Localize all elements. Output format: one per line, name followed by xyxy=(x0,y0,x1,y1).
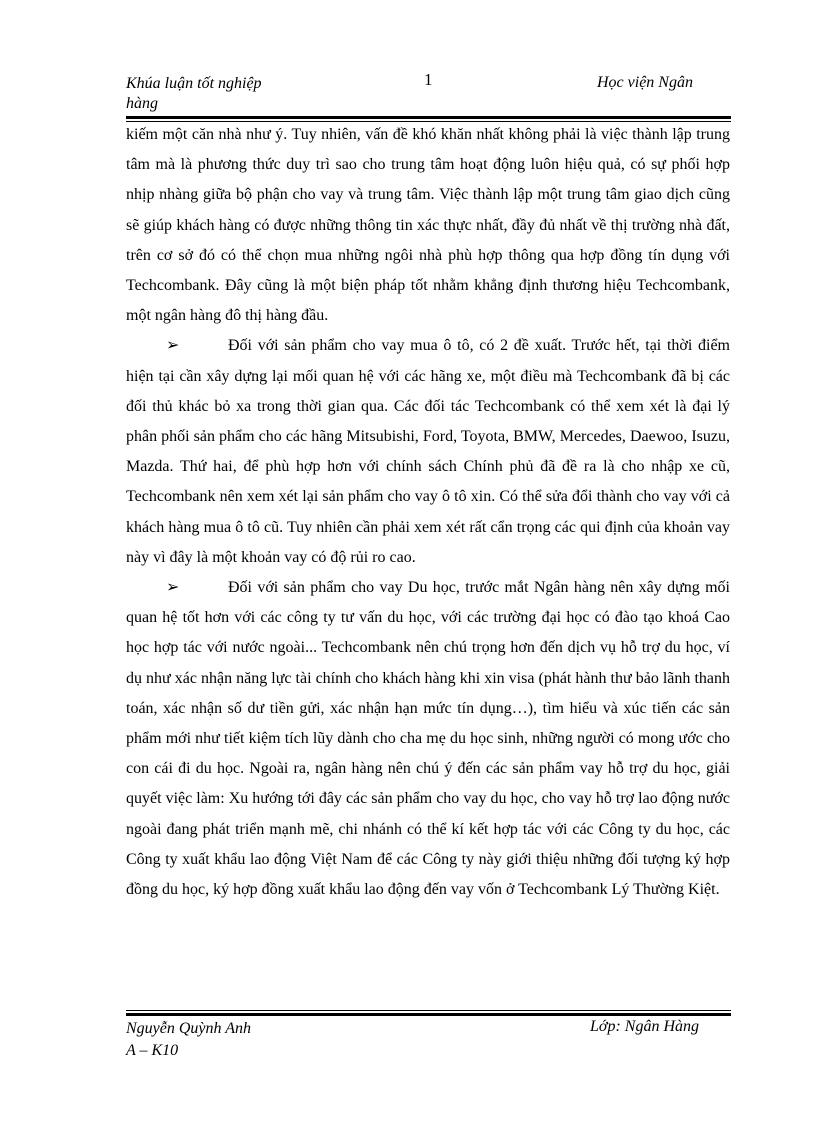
arrow-bullet-icon: ➢ xyxy=(166,579,180,597)
paragraph-car-loans-text: Đối với sản phẩm cho vay mua ô tô, có 2 đề xuất. Trước hết, tại thời điểm hiện tại cần xây dựng lại mối quan hệ với các hãng xe, một điều mà Techcombank đã bị các đối thủ khác bỏ xa trong thời gian qua. Các đối tác Techcombank có thể xem xét là đại lý phân phối sản phẩm cho các hãng Mitsubishi, Ford, Toyota, BMW, Mercedes, Daewoo, Isuzu, Mazda. Thứ hai, để phù hợp hơn với chính sách Chính phủ đã đề ra là cho nhập xe cũ, Techcombank nên xem xét lại sản phẩm cho vay ô tô xin. Có thể sửa đổi thành cho vay với cả khách hàng mua ô tô cũ. Tuy nhiên cần phải xem xét rất cẩn trọng các qui định của khoản vay này vì đây là một khoản vay có độ rủi ro cao. xyxy=(126,337,730,566)
paragraph-car-loans xyxy=(126,331,730,573)
arrow-bullet-icon: ➢ xyxy=(166,337,180,355)
page-number: 1 xyxy=(424,70,433,89)
footer-rule xyxy=(126,1010,731,1016)
paragraph-study-abroad-loans xyxy=(126,573,730,905)
paragraph-study-abroad-text: Đối với sản phẩm cho vay Du học, trước mắt Ngân hàng nên xây dựng mối quan hệ tốt hơn với các công ty tư vấn du học, với các trường đại học có đào tạo khoá Cao học hợp tác với nước ngoài... Techcombank nên chú trọng hơn đến dịch vụ hỗ trợ du học, ví dụ như xác nhận năng lực tài chính cho khách hàng khi xin visa (phát hành thư bảo lãnh thanh toán, xác nhận số dư tiền gửi, xác nhận hạn mức tín dụng…), tìm hiểu và xúc tiến các sản phẩm mới như tiết kiệm tích lũy dành cho cha mẹ du học sinh, những người có mong ước cho con cái đi du học. Ngoài ra, ngân hàng nên chú ý đến các sản phẩm vay hỗ trợ du học, giải quyết việc làm: Xu hướng tới đây các sản phẩm cho vay du học, cho vay hỗ trợ lao động nước ngoài đang phát triển mạnh mẽ, chi nhánh có thể kí kết hợp tác với các Công ty du học, các Công ty xuất khẩu lao động Việt Nam để các Công ty này giới thiệu những đối tượng ký hợp đồng du học, ký hợp đồng xuất khẩu lao động đến vay vốn ở Techcombank Lý Thường Kiệt. xyxy=(126,579,730,899)
header-institution: Học viện Ngân xyxy=(597,74,693,91)
footer-class-label: Lớp: Ngân Hàng xyxy=(590,1018,699,1035)
header-thesis-title: Khúa luận tốt nghiệp xyxy=(126,75,262,92)
header-thesis-title-cont: hàng xyxy=(126,95,158,112)
document-body xyxy=(126,120,730,905)
footer-left xyxy=(126,1018,251,1062)
header-left xyxy=(126,74,326,114)
footer-author-name: Nguyễn Quỳnh Anh xyxy=(126,1020,252,1037)
footer-author-class: A – K10 xyxy=(126,1042,179,1059)
paragraph-housing-center: kiếm một căn nhà như ý. Tuy nhiên, vấn đề khó khăn nhất không phải là việc thành lập trung tâm mà là phương thức duy trì sao cho trung tâm hoạt động luôn hiệu quả, có sự phối hợp nhịp nhàng giữa bộ phận cho vay và trung tâm. Việc thành lập một trung tâm giao dịch cũng sẽ giúp khách hàng có được những thông tin xác thực nhất, đầy đủ nhất về thị trường nhà đất, trên cơ sở đó có thể chọn mua những ngôi nhà phù hợp thông qua hợp đồng tín dụng với Techcombank. Đây cũng là một biện pháp tốt nhằm khẳng định thương hiệu Techcombank, một ngân hàng đô thị hàng đầu. xyxy=(126,126,730,325)
